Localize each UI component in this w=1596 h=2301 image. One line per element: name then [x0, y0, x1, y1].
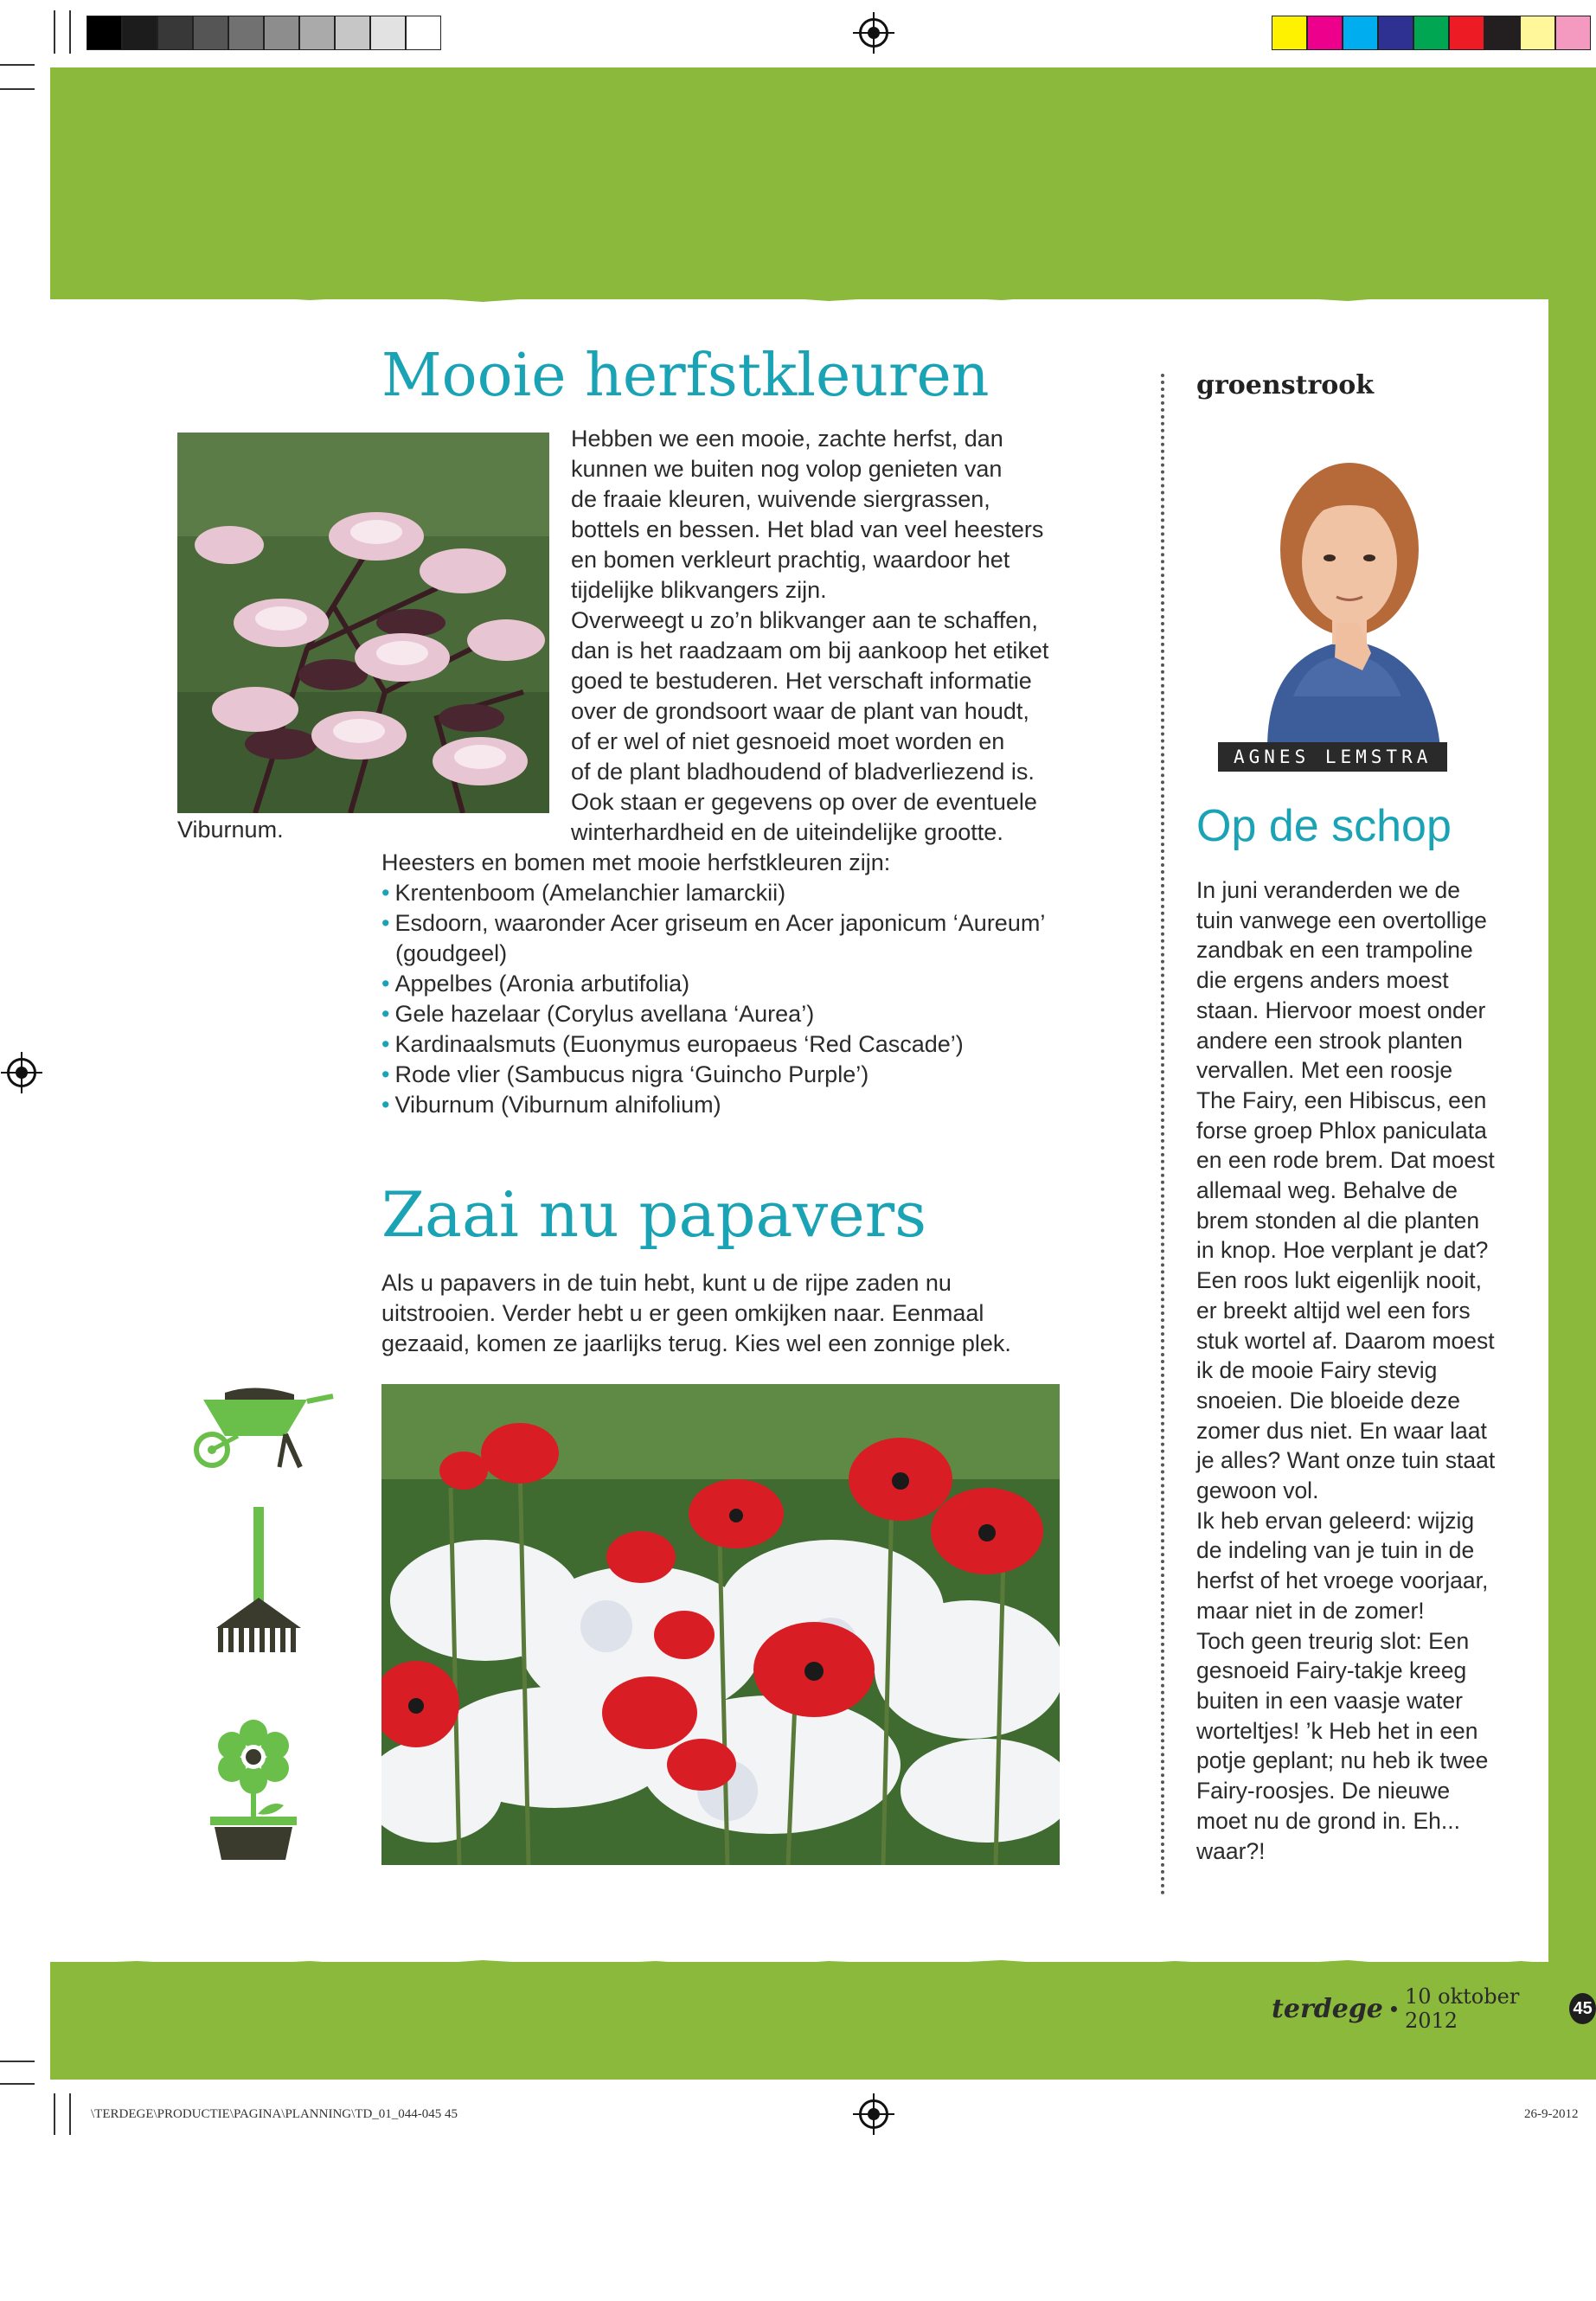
list-item: • Kardinaalsmuts (Euonymus europaeus ‘Red Cascade’): [381, 1031, 964, 1057]
crop-mark: [0, 88, 35, 90]
slug-path: \TERDEGE\PRODUCTIE\PAGINA\PLANNING\TD_01_044-045 45: [91, 2107, 458, 2121]
author-name-tag: AGNES LEMSTRA: [1218, 742, 1447, 772]
color-swatch: [1343, 16, 1378, 50]
color-swatch: [1555, 16, 1591, 50]
bullet-icon: •: [381, 880, 390, 906]
text-line: maar niet in de zomer!: [1196, 1597, 1425, 1624]
bullet-icon: •: [381, 1092, 390, 1118]
text-line: Een roos lukt eigenlijk nooit,: [1196, 1267, 1482, 1294]
text-line: en een rode brem. Dat moest: [1196, 1147, 1495, 1174]
text-line: andere een strook planten: [1196, 1027, 1463, 1054]
text-line: Toch geen treurig slot: Een: [1196, 1627, 1470, 1654]
torn-paper-edge-bottom: [50, 1951, 1596, 1977]
text-line: Overweegt u zo’n blikvanger aan te schaffen,: [571, 607, 1038, 633]
bullet-icon: •: [381, 971, 390, 997]
text-line: er breekt altijd wel een fors: [1196, 1297, 1471, 1324]
page-number: 45: [1569, 1993, 1596, 2024]
green-header-band: [50, 67, 1596, 299]
registration-mark-left: [7, 1058, 36, 1087]
color-swatch: [1413, 16, 1449, 50]
text-line: tuin vanwege een overtollige: [1196, 907, 1487, 933]
viburnum-caption: Viburnum.: [177, 817, 284, 843]
text-line: tijdelijke blikvangers zijn.: [571, 577, 827, 603]
gray-swatch: [157, 16, 193, 50]
list-item-continuation: (goudgeel): [395, 940, 508, 966]
article1-title: Mooie herfstkleuren: [381, 342, 990, 410]
author-portrait: [1233, 437, 1466, 748]
gray-swatch: [299, 16, 335, 50]
crop-mark: [0, 64, 35, 66]
text-line: in knop. Hoe verplant je dat?: [1196, 1237, 1489, 1264]
text-line: uitstrooien. Verder hebt u er geen omkijken naar. Eenmaal: [381, 1300, 984, 1326]
slug-date: 26-9-2012: [1524, 2107, 1579, 2121]
gray-swatch: [193, 16, 228, 50]
column-title: Op de schop: [1196, 801, 1452, 851]
text-line: kunnen we buiten nog volop genieten van: [571, 456, 1003, 482]
article2-title: Zaai nu papavers: [381, 1178, 927, 1251]
text-line: Hebben we een mooie, zachte herfst, dan: [571, 426, 1003, 452]
color-swatch: [1272, 16, 1307, 50]
text-line: bottels en bessen. Het blad van veel heesters: [571, 516, 1044, 542]
gray-swatch: [87, 16, 122, 50]
text-line: gezaaid, komen ze jaarlijks terug. Kies wel een zonnige plek.: [381, 1330, 1011, 1356]
flower-pot-icon: [206, 1715, 301, 1862]
list-item: • Viburnum (Viburnum alnifolium): [381, 1092, 721, 1118]
color-swatch: [1520, 16, 1555, 50]
text-line: winterhardheid en de uiteindelijke grootte.: [571, 819, 1003, 845]
text-line: de indeling van je tuin in de: [1196, 1537, 1475, 1564]
color-swatch: [1484, 16, 1520, 50]
bullet-icon: •: [381, 1001, 390, 1027]
gray-swatch: [122, 16, 157, 50]
text-line: die ergens anders moest: [1196, 967, 1449, 994]
text-line: gewoon vol.: [1196, 1477, 1319, 1504]
text-line: waar?!: [1196, 1837, 1266, 1864]
color-swatch: [1449, 16, 1484, 50]
text-line: Fairy-roosjes. De nieuwe: [1196, 1778, 1451, 1804]
viburnum-photo: [177, 433, 549, 813]
text-line: forse groep Phlox paniculata: [1196, 1117, 1487, 1144]
text-line: allemaal weg. Behalve de: [1196, 1177, 1458, 1204]
herfstkleuren-list: [381, 848, 1091, 1120]
text-line: stuk wortel af. Daarom moest: [1196, 1327, 1495, 1354]
list-item: • Krentenboom (Amelanchier lamarckii): [381, 880, 786, 906]
list-item: • Gele hazelaar (Corylus avellana ‘Aurea’): [381, 1001, 815, 1027]
crop-mark: [0, 2061, 35, 2062]
text-line: herfst of het vroege voorjaar,: [1196, 1567, 1489, 1594]
column-divider: [1161, 374, 1164, 1896]
text-line: buiten in een vaasje water: [1196, 1687, 1463, 1714]
text-line: vervallen. Met een roosje: [1196, 1057, 1453, 1084]
text-line: Ik heb ervan geleerd: wijzig: [1196, 1507, 1475, 1534]
wheelbarrow-icon: [186, 1382, 337, 1469]
crop-mark: [69, 10, 71, 54]
crop-mark: [69, 2093, 71, 2135]
text-line: In juni veranderden we de: [1196, 877, 1460, 903]
text-line: Als u papavers in de tuin hebt, kunt u de rijpe zaden nu: [381, 1270, 952, 1296]
bullet-icon: •: [381, 1061, 390, 1087]
list-item: • Appelbes (Aronia arbutifolia): [381, 971, 690, 997]
text-line: potje geplant; nu heb ik twee: [1196, 1747, 1489, 1774]
text-line: The Fairy, een Hibiscus, een: [1196, 1086, 1487, 1113]
bullet-icon: •: [381, 1031, 390, 1057]
text-line: dan is het raadzaam om bij aankoop het etiket: [571, 638, 1049, 663]
text-line: over de grondsoort waar de plant van houdt,: [571, 698, 1029, 724]
torn-paper-edge-top: [50, 285, 1596, 311]
issue-date: 10 oktober 2012: [1405, 1984, 1520, 2033]
text-line: of er wel of niet gesnoeid moet worden en: [571, 728, 1005, 754]
text-line: worteltjes! ’k Heb het in een: [1196, 1717, 1478, 1744]
text-line: zandbak en een trampoline: [1196, 937, 1473, 964]
page-footer: [1272, 1984, 1596, 2033]
article1-intro: [571, 424, 1055, 848]
crop-mark: [54, 10, 55, 54]
text-line: Ook staan er gegevens op over de eventuele: [571, 789, 1037, 815]
magazine-logo: terdege: [1272, 1993, 1383, 2024]
registration-mark-top: [859, 18, 888, 48]
text-line: de fraaie kleuren, wuivende siergrassen,: [571, 486, 990, 512]
text-line: staan. Hiervoor moest onder: [1196, 997, 1486, 1023]
gray-swatch: [228, 16, 264, 50]
color-swatch: [1378, 16, 1413, 50]
text-line: ik de mooie Fairy stevig: [1196, 1357, 1438, 1384]
column-body: [1196, 875, 1542, 1866]
text-line: zomer dus niet. En waar laat: [1196, 1417, 1487, 1444]
bullet-icon: •: [381, 910, 390, 936]
text-line: moet nu de grond in. Eh...: [1196, 1807, 1460, 1834]
text-line: en bomen verkleurt prachtig, waardoor het: [571, 547, 1010, 573]
text-line: brem stonden al die planten: [1196, 1207, 1480, 1234]
crop-mark: [54, 2093, 55, 2135]
footer-separator: •: [1389, 1995, 1398, 2022]
gray-swatch: [370, 16, 406, 50]
text-line: gesnoeid Fairy-takje kreeg: [1196, 1657, 1467, 1684]
list-item: • Esdoorn, waaronder Acer griseum en Acer japonicum ‘Aureum’ (goudgeel): [381, 910, 1046, 966]
gray-swatch: [264, 16, 299, 50]
text-line: of de plant bladhoudend of bladverliezend is.: [571, 759, 1035, 785]
list-intro: Heesters en bomen met mooie herfstkleuren zijn:: [381, 849, 891, 875]
poppies-photo: [381, 1384, 1060, 1865]
section-label: groenstrook: [1196, 370, 1375, 401]
green-side-band: [1548, 67, 1596, 1971]
list-item: • Rode vlier (Sambucus nigra ‘Guincho Purple’): [381, 1061, 869, 1087]
gray-swatch: [335, 16, 370, 50]
color-swatch: [1307, 16, 1343, 50]
gray-swatch: [406, 16, 441, 50]
text-line: goed te bestuderen. Het verschaft informatie: [571, 668, 1032, 694]
crop-mark: [0, 2083, 35, 2085]
text-line: snoeien. Die bloeide deze: [1196, 1387, 1460, 1413]
registration-mark-bottom: [859, 2099, 888, 2129]
rake-icon: [208, 1507, 311, 1654]
text-line: je alles? Want onze tuin staat: [1196, 1447, 1496, 1474]
article2-body: [381, 1268, 1074, 1359]
